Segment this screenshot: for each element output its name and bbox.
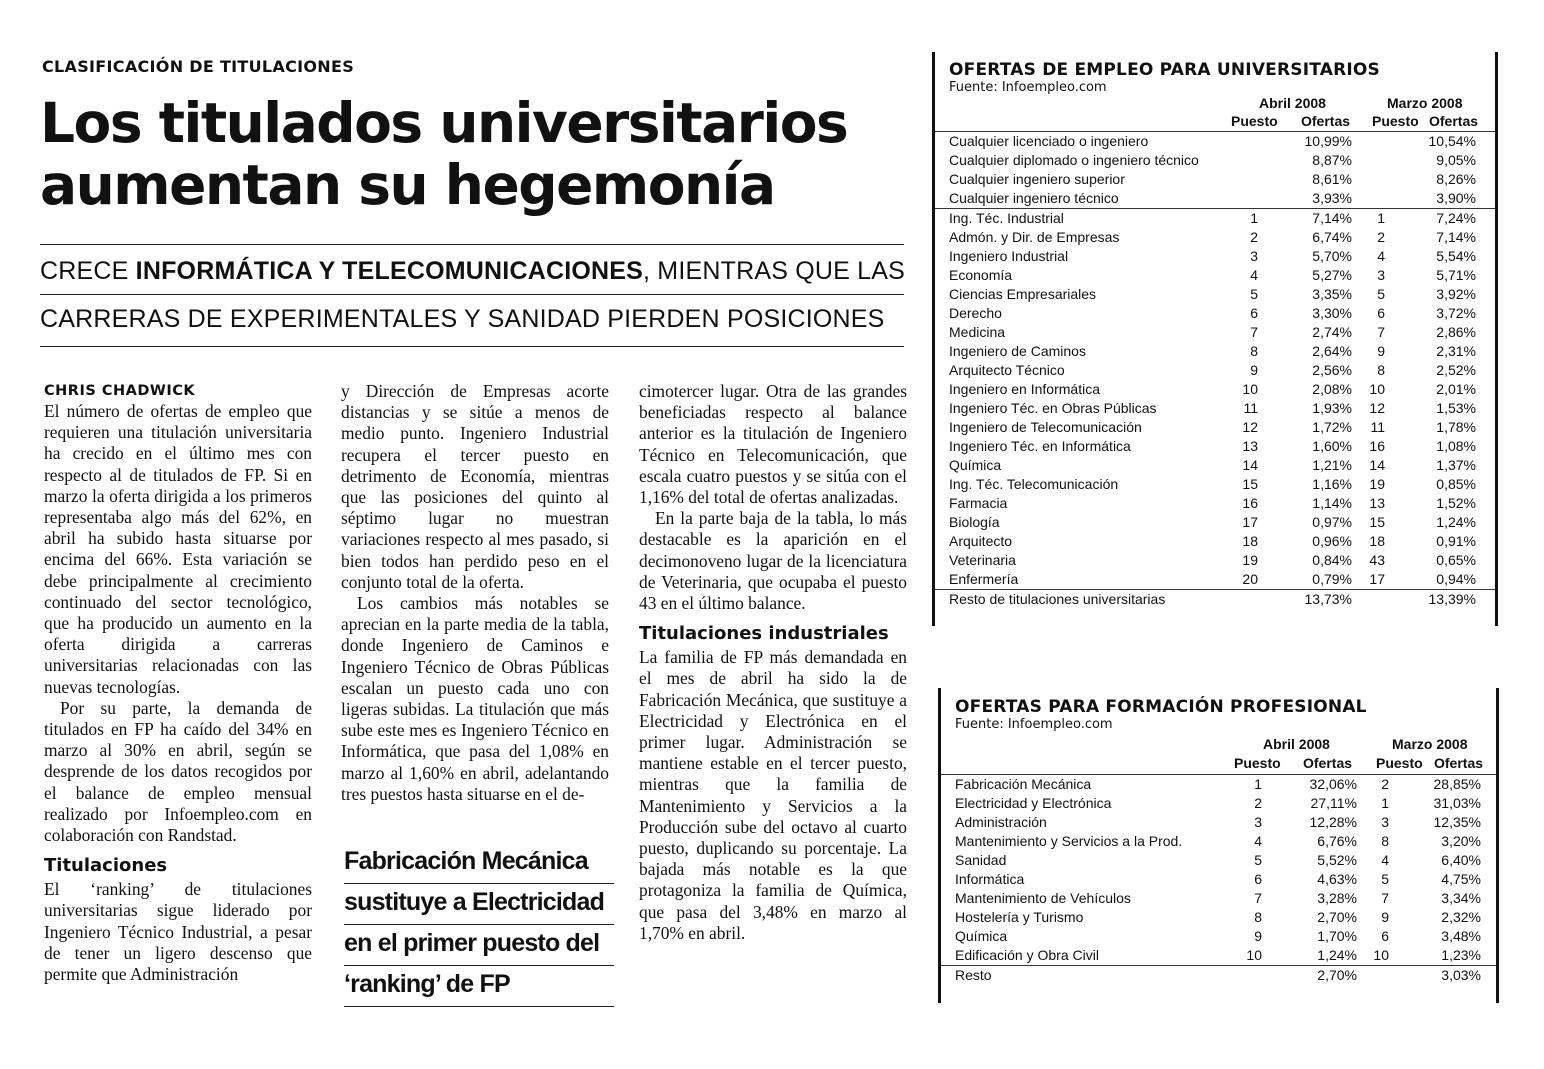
table-row [935, 437, 1495, 456]
row-name: Veterinaria [949, 552, 1016, 568]
row-puesto-april: 13 [1242, 438, 1258, 454]
row-puesto-april: 15 [1242, 476, 1258, 492]
paragraph: La familia de FP más demandada en el mes de abril ha sido la de Fabricación Mecánica, que sustituye a Electricidad y Electrónica en el primer lugar. Administración se mantiene estable en el tercer puesto, mientras que la familia de Mantenimiento y Servicios a la Producción sube del octavo al cuarto puesto, duplicando su porcentaje. La bajada más notable es la que protagoniza la familia de Química, que pasa del 3,48% en marzo al 1,70% en abril. [639, 647, 907, 943]
row-puesto-april: 10 [1246, 947, 1262, 963]
row-name: Informática [955, 871, 1025, 887]
row-ofertas-april: 1,16% [1312, 476, 1352, 492]
table-row-rest [941, 966, 1496, 985]
period-april: Abril 2008 [1259, 95, 1326, 111]
row-name: Ingeniero Téc. en Obras Públicas [949, 400, 1157, 416]
table-row [941, 870, 1496, 889]
paragraph: El número de ofertas de empleo que requieren una titulación universitaria ha crecido en el último mes con respecto al de titulados de FP. Si en marzo la oferta dirigida a los primeros representaba algo más del 62%, en abril ha subido hasta situarse por encima del 66%. Esta variación se debe principalmente al crecimiento continuado del sector tecnológico, que ha producido un aumento en la oferta dirigida a carreras universitarias relacionadas con las nuevas tecnologías. [44, 401, 312, 697]
row-puesto-april: 17 [1242, 514, 1258, 530]
col-header-puesto: Puesto [1231, 113, 1278, 129]
row-ofertas-march: 1,23% [1441, 947, 1481, 963]
row-ofertas-april: 10,99% [1304, 133, 1352, 149]
subhead-rule-bottom [40, 346, 904, 347]
row-puesto-march: 15 [1369, 514, 1385, 530]
row-name: Ingeniero de Caminos [949, 343, 1086, 359]
headline-line-1: Los titulados universitarios [40, 91, 848, 155]
row-puesto-march: 10 [1369, 381, 1385, 397]
row-puesto-march: 5 [1377, 286, 1385, 302]
table-row [935, 570, 1495, 589]
row-ofertas-april: 5,52% [1317, 852, 1357, 868]
row-name: Cualquier diplomado o ingeniero técnico [949, 152, 1199, 168]
row-puesto-march: 43 [1369, 552, 1385, 568]
row-ofertas-march: 1,78% [1436, 419, 1476, 435]
row-puesto-april: 11 [1243, 400, 1258, 416]
row-ofertas-march: 31,03% [1433, 795, 1481, 811]
row-puesto-march: 7 [1381, 890, 1389, 906]
row-ofertas-april: 8,61% [1312, 171, 1352, 187]
row-name: Hostelería y Turismo [955, 909, 1084, 925]
row-ofertas-april: 5,27% [1312, 267, 1352, 283]
table-row-rest [935, 590, 1495, 609]
row-puesto-april: 6 [1250, 305, 1258, 321]
row-puesto-march: 2 [1381, 776, 1389, 792]
headline-line-2: aumentan su hegemonía [40, 153, 775, 217]
row-ofertas-march: 1,08% [1436, 438, 1476, 454]
row-ofertas-april: 1,70% [1317, 928, 1357, 944]
row-puesto-march: 3 [1377, 267, 1385, 283]
row-ofertas-april: 1,60% [1312, 438, 1352, 454]
row-puesto-march: 3 [1381, 814, 1389, 830]
row-puesto-april: 3 [1250, 248, 1258, 264]
table-title: OFERTAS DE EMPLEO PARA UNIVERSITARIOS [949, 60, 1380, 80]
row-puesto-april: 8 [1254, 909, 1262, 925]
row-puesto-march: 1 [1377, 210, 1385, 226]
row-ofertas-april: 0,84% [1312, 552, 1352, 568]
row-puesto-april: 9 [1250, 362, 1258, 378]
table-header [935, 95, 1495, 131]
row-ofertas-march: 1,52% [1436, 495, 1476, 511]
row-puesto-april: 20 [1242, 571, 1258, 587]
row-ofertas-april: 32,06% [1309, 776, 1357, 792]
table-row [935, 285, 1495, 304]
table-row [935, 132, 1495, 151]
row-name: Resto de titulaciones universitarias [949, 591, 1166, 607]
row-puesto-april: 18 [1242, 533, 1258, 549]
table-header [941, 736, 1496, 774]
table-row [935, 151, 1495, 170]
row-puesto-march: 8 [1381, 833, 1389, 849]
row-puesto-march: 16 [1369, 438, 1385, 454]
row-ofertas-april: 2,74% [1312, 324, 1352, 340]
row-ofertas-march: 10,54% [1428, 133, 1476, 149]
table-row [941, 946, 1496, 965]
pull-quote-line: en el primer puesto del [344, 925, 614, 966]
row-puesto-april: 7 [1250, 324, 1258, 340]
row-ofertas-march: 12,35% [1433, 814, 1481, 830]
table-row [935, 342, 1495, 361]
row-ofertas-march: 0,65% [1436, 552, 1476, 568]
col-header-ofertas: Ofertas [1303, 755, 1353, 771]
row-ofertas-april: 2,64% [1312, 343, 1352, 359]
row-puesto-march: 6 [1377, 305, 1385, 321]
row-ofertas-april: 2,08% [1312, 381, 1352, 397]
row-puesto-april: 14 [1242, 457, 1258, 473]
row-ofertas-march: 3,90% [1436, 190, 1476, 206]
row-ofertas-april: 0,79% [1312, 571, 1352, 587]
paragraph: En la parte baja de la tabla, lo más destacable es la aparición en el decimonoveno lugar de la licenciatura de Veterinaria, que ocupaba el puesto 43 en el último balance. [639, 508, 907, 614]
row-name: Química [949, 457, 1002, 473]
col-header-puesto: Puesto [1372, 113, 1419, 129]
row-name: Ing. Téc. Industrial [949, 210, 1064, 226]
pull-quote [344, 843, 614, 1007]
row-name: Derecho [949, 305, 1002, 321]
row-ofertas-april: 0,96% [1312, 533, 1352, 549]
section-heading: Titulaciones [44, 855, 168, 877]
row-ofertas-march: 7,24% [1436, 210, 1476, 226]
row-ofertas-march: 3,20% [1441, 833, 1481, 849]
row-puesto-april: 12 [1242, 419, 1258, 435]
subhead-text-bold: INFORMÁTICA Y TELECOMUNICACIONES [135, 257, 644, 285]
table-row [935, 494, 1495, 513]
row-puesto-march: 4 [1381, 852, 1389, 868]
subhead-line-1 [40, 257, 905, 286]
row-ofertas-april: 8,87% [1312, 152, 1352, 168]
byline: CHRIS CHADWICK [44, 383, 196, 399]
table-row [941, 794, 1496, 813]
col-header-ofertas: Ofertas [1434, 755, 1484, 771]
pull-quote-line: Fabricación Mecánica [344, 843, 614, 884]
table-body-top [935, 132, 1495, 208]
col-header-puesto: Puesto [1376, 755, 1423, 771]
pull-quote-line: ‘ranking’ de FP [344, 966, 614, 1007]
subhead-text-post: , MIENTRAS QUE LAS [643, 257, 906, 285]
row-ofertas-march: 3,72% [1436, 305, 1476, 321]
subhead-text-pre: CRECE [40, 257, 136, 285]
row-name: Enfermería [949, 571, 1019, 587]
row-name: Mantenimiento y Servicios a la Prod. [955, 833, 1183, 849]
row-puesto-march: 10 [1373, 947, 1389, 963]
table-fp-offers [938, 688, 1499, 1003]
row-ofertas-march: 3,34% [1441, 890, 1481, 906]
paragraph: Los cambios más notables se aprecian en la parte media de la tabla, donde Ingeniero de Caminos e Ingeniero Técnico de Obras Públicas escalan un puesto cada uno con ligeras subidas. La titulación que más sube este mes es Ingeniero Técnico en Informática, que pasa del 1,08% en marzo al 1,60% en abril, adelantando tres puestos hasta situarse en el de- [341, 593, 609, 804]
row-puesto-march: 4 [1377, 248, 1385, 264]
row-ofertas-april: 3,93% [1312, 190, 1352, 206]
row-ofertas-march: 2,52% [1436, 362, 1476, 378]
row-ofertas-april: 1,21% [1312, 457, 1352, 473]
table-row [935, 418, 1495, 437]
table-row [935, 323, 1495, 342]
table-row [935, 532, 1495, 551]
row-ofertas-april: 2,70% [1317, 909, 1357, 925]
row-name: Sanidad [955, 852, 1007, 868]
row-name: Administración [955, 814, 1047, 830]
row-puesto-march: 8 [1377, 362, 1385, 378]
paragraph: y Dirección de Empresas acorte distancias y se sitúe a menos de medio punto. Ingeniero Industrial recupera el tercer puesto en detrimento de Economía, mientras que las posiciones del quinto al séptimo lugar no muestran variaciones respecto al mes pasado, si bien todos han perdido peso en el conjunto total de la oferta. [341, 381, 609, 592]
table-row [935, 551, 1495, 570]
row-ofertas-march: 8,26% [1436, 171, 1476, 187]
row-name: Cualquier ingeniero técnico [949, 190, 1119, 206]
row-name: Admón. y Dir. de Empresas [949, 229, 1120, 245]
table-source: Fuente: Infoempleo.com [949, 80, 1107, 95]
row-ofertas-april: 2,70% [1317, 967, 1357, 983]
row-ofertas-march: 0,94% [1436, 571, 1476, 587]
row-puesto-march: 17 [1369, 571, 1385, 587]
row-ofertas-march: 2,31% [1436, 343, 1476, 359]
row-puesto-april: 5 [1254, 852, 1262, 868]
row-puesto-april: 4 [1254, 833, 1262, 849]
row-name: Mantenimiento de Vehículos [955, 890, 1131, 906]
row-puesto-april: 1 [1254, 776, 1262, 792]
row-name: Biología [949, 514, 1000, 530]
row-puesto-april: 1 [1250, 210, 1258, 226]
table-row [941, 832, 1496, 851]
row-puesto-april: 4 [1250, 267, 1258, 283]
subhead-line-2: CARRERAS DE EXPERIMENTALES Y SANIDAD PIERDEN POSICIONES [40, 305, 885, 333]
row-name: Arquitecto Técnico [949, 362, 1065, 378]
row-ofertas-april: 4,63% [1317, 871, 1357, 887]
row-ofertas-march: 5,54% [1436, 248, 1476, 264]
row-name: Medicina [949, 324, 1006, 340]
row-name: Farmacia [949, 495, 1008, 511]
row-ofertas-march: 13,39% [1428, 591, 1476, 607]
article-column-2 [341, 381, 609, 805]
row-ofertas-march: 7,14% [1436, 229, 1476, 245]
table-row [935, 361, 1495, 380]
row-ofertas-march: 6,40% [1441, 852, 1481, 868]
table-row [935, 380, 1495, 399]
row-name: Arquitecto [949, 533, 1013, 549]
article-column-1 [44, 381, 312, 985]
row-name: Cualquier ingeniero superior [949, 171, 1125, 187]
table-row [935, 228, 1495, 247]
row-ofertas-march: 3,92% [1436, 286, 1476, 302]
row-name: Ingeniero Téc. en Informática [949, 438, 1131, 454]
row-puesto-march: 12 [1369, 400, 1385, 416]
table-row [935, 189, 1495, 208]
paragraph: cimotercer lugar. Otra de las grandes beneficiadas respecto al balance anterior es la titulación de Ingeniero Técnico en Telecomunicación, que escala cuatro puestos y se sitúa con el 1,16% del total de ofertas analizadas. [639, 381, 907, 508]
row-ofertas-april: 1,93% [1312, 400, 1352, 416]
pull-quote-line: sustituye a Electricidad [344, 884, 614, 925]
col-header-puesto: Puesto [1234, 755, 1281, 771]
row-name: Química [955, 928, 1008, 944]
table-row [941, 908, 1496, 927]
row-puesto-april: 16 [1242, 495, 1258, 511]
row-name: Ingeniero en Informática [949, 381, 1100, 397]
row-puesto-april: 2 [1250, 229, 1258, 245]
table-row [935, 399, 1495, 418]
row-ofertas-march: 2,86% [1436, 324, 1476, 340]
row-name: Ingeniero de Telecomunicación [949, 419, 1142, 435]
row-puesto-march: 13 [1369, 495, 1385, 511]
row-ofertas-march: 3,03% [1441, 967, 1481, 983]
row-name: Fabricación Mecánica [955, 776, 1092, 792]
section-heading: Titulaciones industriales [639, 623, 889, 645]
row-name: Edificación y Obra Civil [955, 947, 1099, 963]
row-puesto-march: 18 [1369, 533, 1385, 549]
table-row [935, 304, 1495, 323]
row-puesto-april: 3 [1254, 814, 1262, 830]
row-ofertas-march: 0,85% [1436, 476, 1476, 492]
row-ofertas-march: 0,91% [1436, 533, 1476, 549]
row-ofertas-march: 2,01% [1436, 381, 1476, 397]
row-name: Electricidad y Electrónica [955, 795, 1112, 811]
row-ofertas-april: 3,35% [1312, 286, 1352, 302]
table-row [941, 889, 1496, 908]
table-body [935, 209, 1495, 589]
row-ofertas-april: 1,72% [1312, 419, 1352, 435]
row-puesto-april: 6 [1254, 871, 1262, 887]
row-ofertas-march: 3,48% [1441, 928, 1481, 944]
subhead-rule-middle [40, 294, 904, 295]
table-body [941, 775, 1496, 965]
row-puesto-march: 1 [1381, 795, 1389, 811]
row-ofertas-march: 28,85% [1433, 776, 1481, 792]
row-puesto-april: 8 [1250, 343, 1258, 359]
table-row [935, 456, 1495, 475]
table-source: Fuente: Infoempleo.com [955, 717, 1113, 732]
row-puesto-april: 5 [1250, 286, 1258, 302]
row-ofertas-april: 6,76% [1317, 833, 1357, 849]
section-kicker: CLASIFICACIÓN DE TITULACIONES [42, 57, 355, 76]
row-ofertas-april: 27,11% [1310, 795, 1357, 811]
table-row [941, 927, 1496, 946]
subhead-rule-top [40, 244, 904, 245]
period-march: Marzo 2008 [1387, 95, 1463, 111]
row-ofertas-april: 0,97% [1312, 514, 1352, 530]
col-header-ofertas: Ofertas [1429, 113, 1479, 129]
row-puesto-april: 9 [1254, 928, 1262, 944]
row-ofertas-april: 1,14% [1312, 495, 1352, 511]
row-puesto-april: 19 [1242, 552, 1258, 568]
table-row [941, 851, 1496, 870]
table-university-offers [932, 52, 1498, 626]
row-puesto-march: 5 [1381, 871, 1389, 887]
table-row [935, 247, 1495, 266]
row-ofertas-april: 3,30% [1312, 305, 1352, 321]
row-name: Economía [949, 267, 1013, 283]
row-puesto-april: 10 [1242, 381, 1258, 397]
col-header-ofertas: Ofertas [1301, 113, 1351, 129]
table-row [935, 475, 1495, 494]
period-march: Marzo 2008 [1392, 736, 1468, 752]
table-row [935, 209, 1495, 228]
row-ofertas-march: 4,75% [1441, 871, 1481, 887]
row-puesto-march: 9 [1381, 909, 1389, 925]
row-ofertas-march: 9,05% [1436, 152, 1476, 168]
row-ofertas-april: 12,28% [1309, 814, 1357, 830]
row-ofertas-april: 1,24% [1317, 947, 1357, 963]
row-puesto-march: 19 [1369, 476, 1385, 492]
row-puesto-march: 7 [1377, 324, 1385, 340]
row-ofertas-march: 1,37% [1436, 457, 1476, 473]
row-name: Ingeniero Industrial [949, 248, 1069, 264]
row-ofertas-march: 2,32% [1441, 909, 1481, 925]
row-ofertas-april: 5,70% [1312, 248, 1352, 264]
table-row [935, 513, 1495, 532]
paragraph: Por su parte, la demanda de titulados en FP ha caído del 34% en marzo al 30% en abril, según se desprende de los datos recogidos por el balance de empleo mensual realizado por Infoempleo.com en colaboración con Randstad. [44, 697, 312, 846]
row-name: Ciencias Empresariales [949, 286, 1097, 302]
row-puesto-march: 9 [1377, 343, 1385, 359]
table-row [941, 775, 1496, 794]
row-ofertas-march: 1,24% [1436, 514, 1476, 530]
table-title: OFERTAS PARA FORMACIÓN PROFESIONAL [955, 697, 1367, 717]
row-name: Cualquier licenciado o ingeniero [949, 133, 1149, 149]
row-puesto-march: 2 [1377, 229, 1385, 245]
row-name: Resto [955, 967, 992, 983]
table-row [935, 266, 1495, 285]
headline [40, 92, 900, 216]
row-ofertas-march: 1,53% [1436, 400, 1476, 416]
row-name: Ing. Téc. Telecomunicación [949, 476, 1119, 492]
table-row [941, 813, 1496, 832]
row-ofertas-april: 3,28% [1317, 890, 1357, 906]
row-ofertas-april: 2,56% [1312, 362, 1352, 378]
row-puesto-march: 6 [1381, 928, 1389, 944]
row-puesto-march: 14 [1369, 457, 1385, 473]
row-ofertas-april: 13,73% [1304, 591, 1352, 607]
row-puesto-march: 11 [1370, 419, 1385, 435]
row-ofertas-march: 5,71% [1436, 267, 1476, 283]
paragraph: El ‘ranking’ de titulaciones universitarias sigue liderado por Ingeniero Técnico Industrial, a pesar de tener un ligero descenso que permite que Administración [44, 879, 312, 985]
period-april: Abril 2008 [1263, 736, 1330, 752]
article-column-3 [639, 381, 907, 944]
row-puesto-april: 2 [1254, 795, 1262, 811]
table-row [935, 170, 1495, 189]
row-puesto-april: 7 [1254, 890, 1262, 906]
row-ofertas-april: 7,14% [1312, 210, 1352, 226]
row-ofertas-april: 6,74% [1312, 229, 1352, 245]
